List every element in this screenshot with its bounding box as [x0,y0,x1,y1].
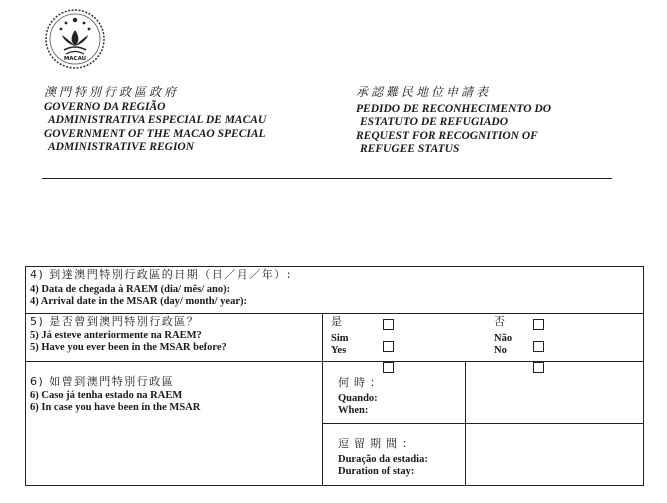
q6-duration-label [338,438,428,479]
when-label-zh: 何時： [338,376,386,389]
no-label-en: No [494,345,507,357]
q5-label-pt: 5) Já esteve anteriormente na RAEM? [30,330,202,342]
when-input[interactable] [467,363,641,421]
q5-label-zh: 5) 是否曾到澳門特別行政區？ [30,315,200,328]
q6-label-en: 6) In case you have been in the MSAR [30,402,201,414]
yes-label-pt: Sim [331,333,349,345]
no-label-pt: Não [494,333,513,345]
q5-label-en: 5) Have you ever been in the MSAR before? [30,342,227,354]
duration-label-en: Duration of stay: [338,466,415,478]
yes-checkbox-en[interactable] [383,362,394,373]
duration-label-zh: 逗留期間： [338,437,418,450]
q4-label-pt: 4) Data de chegada à RAEM (dia/ mês/ ano): [30,284,231,296]
when-label-en: When: [338,405,369,417]
header-right-line-2: ESTATUTO DE REFUGIADO [360,116,509,129]
emblem-label: MACAU [63,56,87,62]
q6-label-pt: 6) Caso já tenha estado na RAEM [30,390,183,402]
header-left-line-4: ADMINISTRATIVE REGION [48,141,195,154]
q6-label-zh: 6) 如曾到澳門特別行政區 [30,375,175,388]
q6-when-label [338,377,386,418]
duration-label-pt: Duração da estadia: [338,454,428,466]
header-right-zh: 承認難民地位申請表 [356,85,492,99]
header-left-line-1: GOVERNO DA REGIÃO [44,100,166,113]
q5-no-option [494,316,512,358]
q4-label-en: 4) Arrival date in the MSAR (day/ month/ year): [30,296,247,308]
header-right-line-1: PEDIDO DE RECONHECIMENTO DO [356,102,552,115]
no-label-zh: 否 [494,315,507,328]
q4-label-zh: 4) 到達澳門特別行政區的日期（日／月／年）: [30,268,292,281]
yes-checkbox-pt[interactable] [383,341,394,352]
q4-arrival-date [30,269,292,309]
duration-input[interactable] [467,425,641,483]
yes-checkbox-zh[interactable] [383,319,394,330]
header-right [356,86,551,157]
yes-label-en: Yes [331,345,347,357]
no-checkbox-pt[interactable] [533,341,544,352]
q5-yes-option [331,316,349,358]
header-left [44,86,266,155]
header-left-line-2: ADMINISTRATIVA ESPECIAL DE MACAU [48,114,267,127]
q5-previous-visit [30,316,227,355]
header-left-line-3: GOVERNMENT OF THE MACAO SPECIAL [44,127,266,140]
header-divider [42,178,612,179]
header-right-line-3: REQUEST FOR RECOGNITION OF [356,129,538,142]
q6-visit-details [30,376,200,415]
arrival-date-input[interactable] [340,268,640,311]
yes-label-zh: 是 [331,315,344,328]
no-checkbox-zh[interactable] [533,319,544,330]
header-right-line-4: REFUGEE STATUS [360,143,460,156]
header-left-zh: 澳門特別行政區政府 [44,85,180,99]
when-label-pt: Quando: [338,393,378,405]
